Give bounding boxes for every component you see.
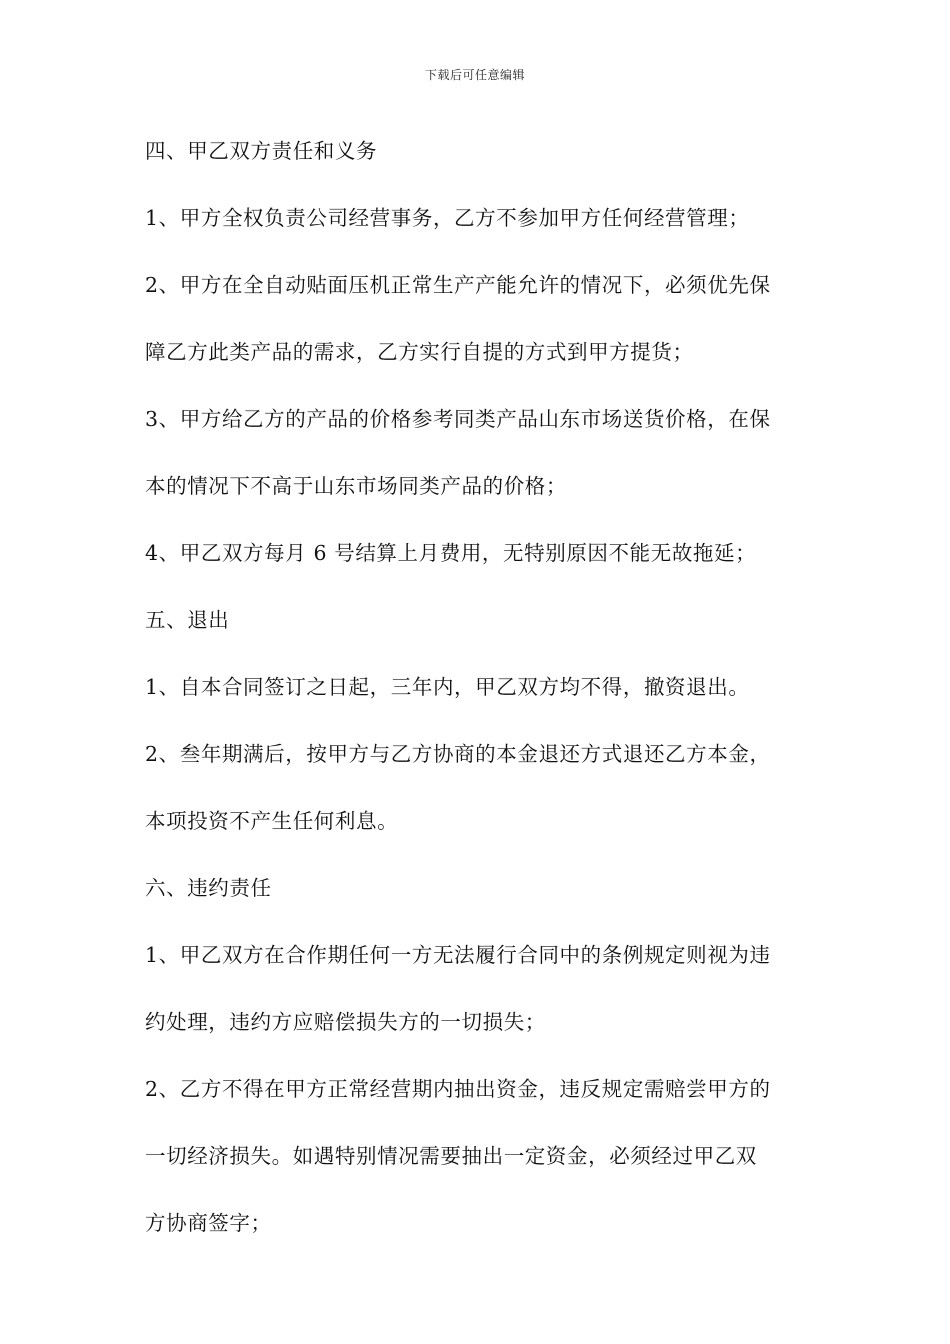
paragraph-line: 本项投资不产生任何利息。 [145, 809, 399, 833]
section-heading-exit: 五、退出 [145, 608, 230, 632]
paragraph-line: 方协商签字； [145, 1211, 272, 1235]
paragraph-line: 本的情况下不高于山东市场同类产品的价格； [145, 474, 567, 498]
paragraph-line: 障乙方此类产品的需求，乙方实行自提的方式到甲方提货； [145, 340, 694, 364]
paragraph-line: 1、甲乙双方在合作期任何一方无法履行合同中的条例规定则视为违 [145, 943, 771, 967]
section-heading-duties: 四、甲乙双方责任和义务 [145, 139, 378, 163]
page-header: 下载后可任意编辑 [424, 68, 525, 82]
paragraph-line: 1、甲方全权负责公司经营事务，乙方不参加甲方任何经营管理； [145, 206, 750, 230]
paragraph-line: 2、叁年期满后，按甲方与乙方协商的本金退还方式退还乙方本金， [145, 742, 771, 766]
paragraph-line: 2、甲方在全自动贴面压机正常生产产能允许的情况下，必须优先保 [145, 273, 771, 297]
paragraph-line: 1、自本合同签订之日起，三年内，甲乙双方均不得，撤资退出。 [145, 675, 750, 699]
paragraph-line: 一切经济损失。如遇特别情况需要抽出一定资金，必须经过甲乙双 [145, 1144, 757, 1168]
document-body [145, 128, 810, 1267]
paragraph-line: 3、甲方给乙方的产品的价格参考同类产品山东市场送货价格，在保 [145, 407, 771, 431]
section-heading-breach: 六、违约责任 [145, 876, 272, 900]
paragraph-line: 4、甲乙双方每月 6 号结算上月费用，无特别原因不能无故拖延； [145, 541, 757, 565]
paragraph-line: 2、乙方不得在甲方正常经营期内抽出资金，违反规定需赔尝甲方的 [145, 1077, 771, 1101]
paragraph-line: 约处理，违约方应赔偿损失方的一切损失； [145, 1010, 546, 1034]
